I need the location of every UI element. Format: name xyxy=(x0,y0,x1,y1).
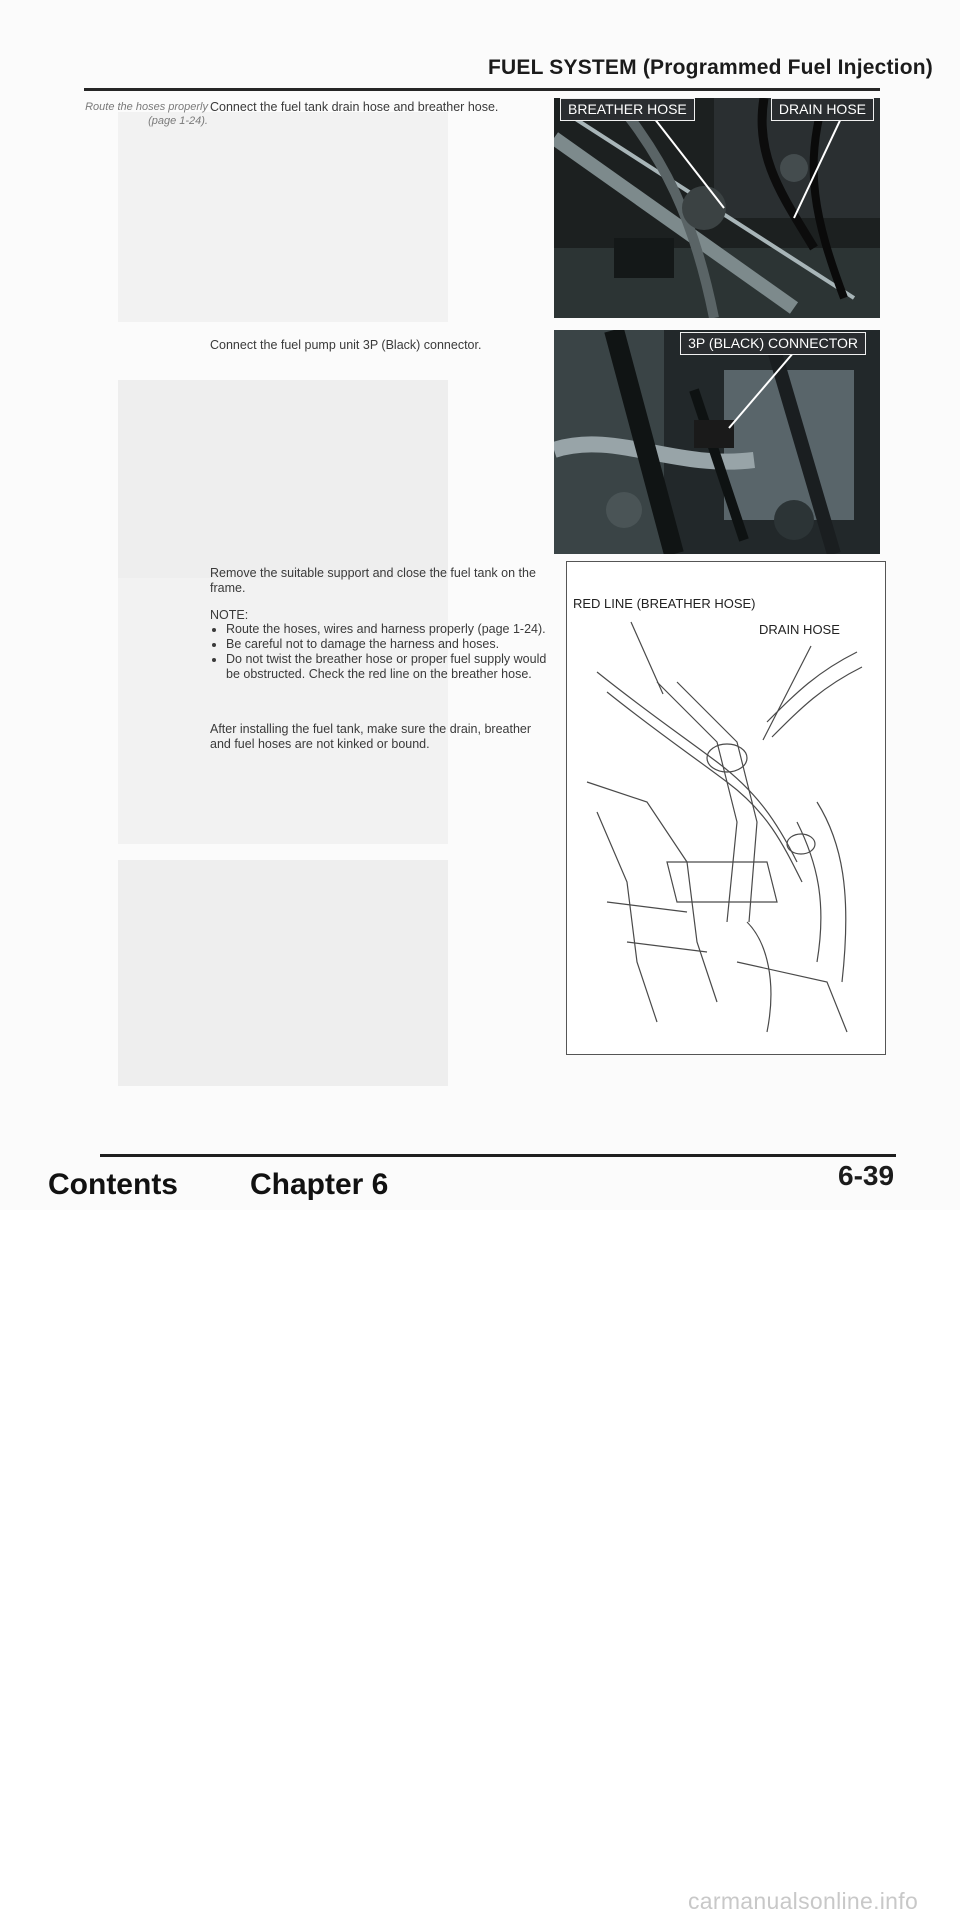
connector-photo xyxy=(554,330,880,554)
drain-hose-callout: DRAIN HOSE xyxy=(771,98,874,121)
hose-routing-diagram xyxy=(566,561,886,1055)
note-list xyxy=(210,622,555,682)
note-item: • Be careful not to damage the harness and hoses. xyxy=(226,637,555,652)
bleed-through-photo xyxy=(118,380,448,580)
hose-routing-drawing xyxy=(567,562,885,1054)
chapter-link[interactable]: Chapter 6 xyxy=(250,1168,389,1201)
bleed-through-photo xyxy=(118,860,448,1086)
connector-photo-image xyxy=(554,330,880,554)
note-item: • Route the hoses, wires and harness properly (page 1-24). xyxy=(226,622,555,637)
footer-divider xyxy=(100,1154,896,1157)
connector-callout: 3P (BLACK) CONNECTOR xyxy=(680,332,866,355)
header-divider xyxy=(84,88,880,91)
hose-photo-image xyxy=(554,98,880,318)
page-number: 6-39 xyxy=(838,1160,895,1191)
after-install-text: After installing the fuel tank, make sure the drain, breather and fuel hoses are not kinked or bound. xyxy=(210,722,532,751)
step-3-text: Remove the suitable support and close the fuel tank on the frame. xyxy=(210,566,536,595)
hose-photo xyxy=(554,98,880,318)
site-watermark: carmanualsonline.info xyxy=(688,1888,919,1914)
bleed-through-photo xyxy=(118,112,448,322)
step-1-text: Connect the fuel tank drain hose and breather hose. xyxy=(210,100,499,114)
contents-link[interactable]: Contents xyxy=(48,1168,178,1201)
drain-hose-label: DRAIN HOSE xyxy=(759,622,840,637)
breather-hose-callout: BREATHER HOSE xyxy=(560,98,695,121)
red-line-label: RED LINE (BREATHER HOSE) xyxy=(573,596,756,611)
note-item: • Do not twist the breather hose or proper fuel supply would be obstructed. Check the red line on the breather hose. xyxy=(226,652,555,682)
bleed-through-photo xyxy=(118,578,448,844)
section-title: FUEL SYSTEM (Programmed Fuel Injection) xyxy=(488,56,933,79)
step-2-text: Connect the fuel pump unit 3P (Black) connector. xyxy=(210,338,482,352)
side-note: Route the hoses properly (page 1-24). xyxy=(85,101,208,127)
note-heading: NOTE: xyxy=(210,608,249,622)
